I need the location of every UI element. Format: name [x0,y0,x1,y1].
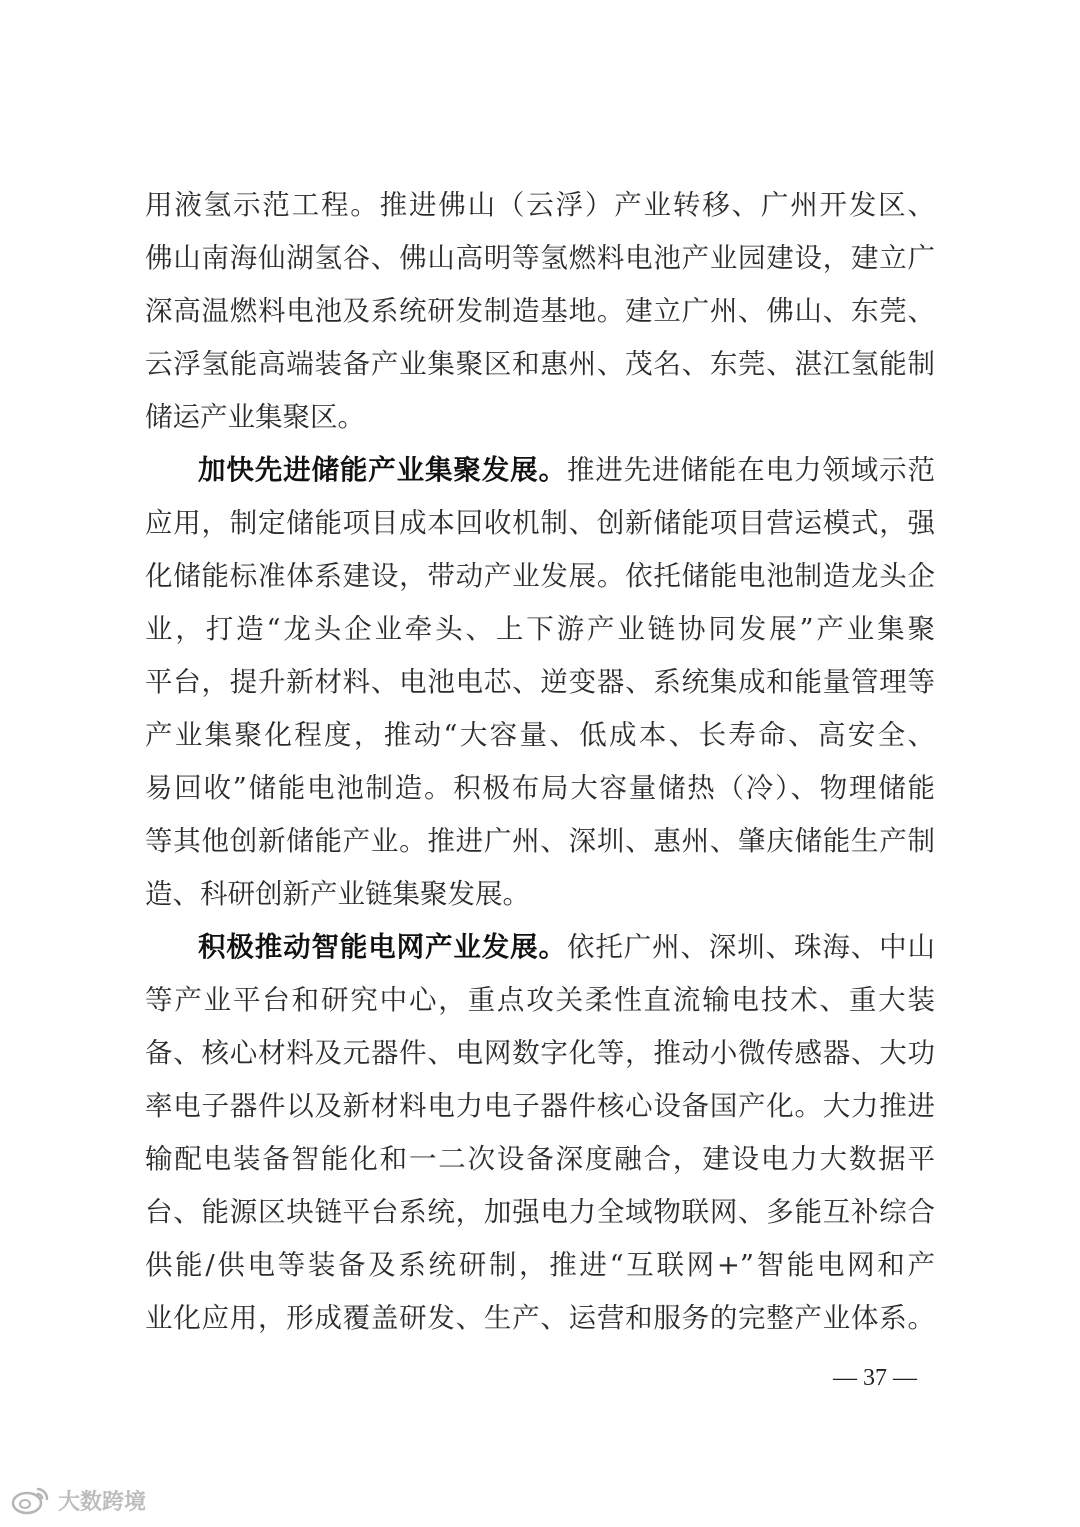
text-line: 备、核心材料及元器件、电网数字化等，推动小微传感器、大功 [145,1037,935,1069]
text-line: 供能/供电等装备及系统研制，推进“互联网+”智能电网和产 [145,1249,935,1281]
text-line: 等其他创新储能产业。推进广州、深圳、惠州、肇庆储能生产制 [145,825,935,857]
text-segment: 推进先进储能在电力领域示范 [566,454,936,486]
watermark [10,1482,146,1518]
text-line: 业化应用，形成覆盖研发、生产、运营和服务的完整产业体系。 [145,1302,935,1334]
text-line: 业，打造“龙头企业牵头、上下游产业链协同发展”产业集聚 [145,613,935,645]
text-line: 台、能源区块链平台系统，加强电力全域物联网、多能互补综合 [145,1196,935,1228]
text-line: 佛山南海仙湖氢谷、佛山高明等氢燃料电池产业园建设，建立广 [145,242,935,274]
watermark-text: 大数跨境 [58,1489,147,1515]
paragraph-storage-first-line [198,450,935,490]
paragraph-grid-first-line [198,927,935,967]
text-line: 造、科研创新产业链集聚发展。 [145,878,530,910]
text-segment: 依托广州、深圳、珠海、中山 [566,931,936,963]
weibo-logo-icon [10,1485,50,1515]
paragraph-grid-heading: 积极推动智能电网产业发展。 [198,931,567,963]
text-line: 应用，制定储能项目成本回收机制、创新储能项目营运模式，强 [145,507,935,539]
text-line: 深高温燃料电池及系统研发制造基地。建立广州、佛山、东莞、 [145,295,935,327]
text-line: 易回收”储能电池制造。积极布局大容量储热（冷）、物理储能 [145,772,935,804]
text-line: 化储能标准体系建设，带动产业发展。依托储能电池制造龙头企 [145,560,935,592]
page-number: — 37 — [833,1365,917,1391]
text-line: 云浮氢能高端装备产业集聚区和惠州、茂名、东莞、湛江氢能制 [145,348,935,380]
paragraph-storage-heading: 加快先进储能产业集聚发展。 [198,454,567,486]
text-line: 储运产业集聚区。 [145,401,365,433]
text-line: 输配电装备智能化和一二次设备深度融合，建设电力大数据平 [145,1143,935,1175]
text-line: 等产业平台和研究中心，重点攻关柔性直流输电技术、重大装 [145,984,935,1016]
text-line: 率电子器件以及新材料电力电子器件核心设备国产化。大力推进 [145,1090,935,1122]
text-line: 产业集聚化程度，推动“大容量、低成本、长寿命、高安全、 [145,719,935,751]
text-line: 用液氢示范工程。推进佛山（云浮）产业转移、广州开发区、 [145,189,935,221]
text-line: 平台，提升新材料、电池电芯、逆变器、系统集成和能量管理等 [145,666,935,698]
